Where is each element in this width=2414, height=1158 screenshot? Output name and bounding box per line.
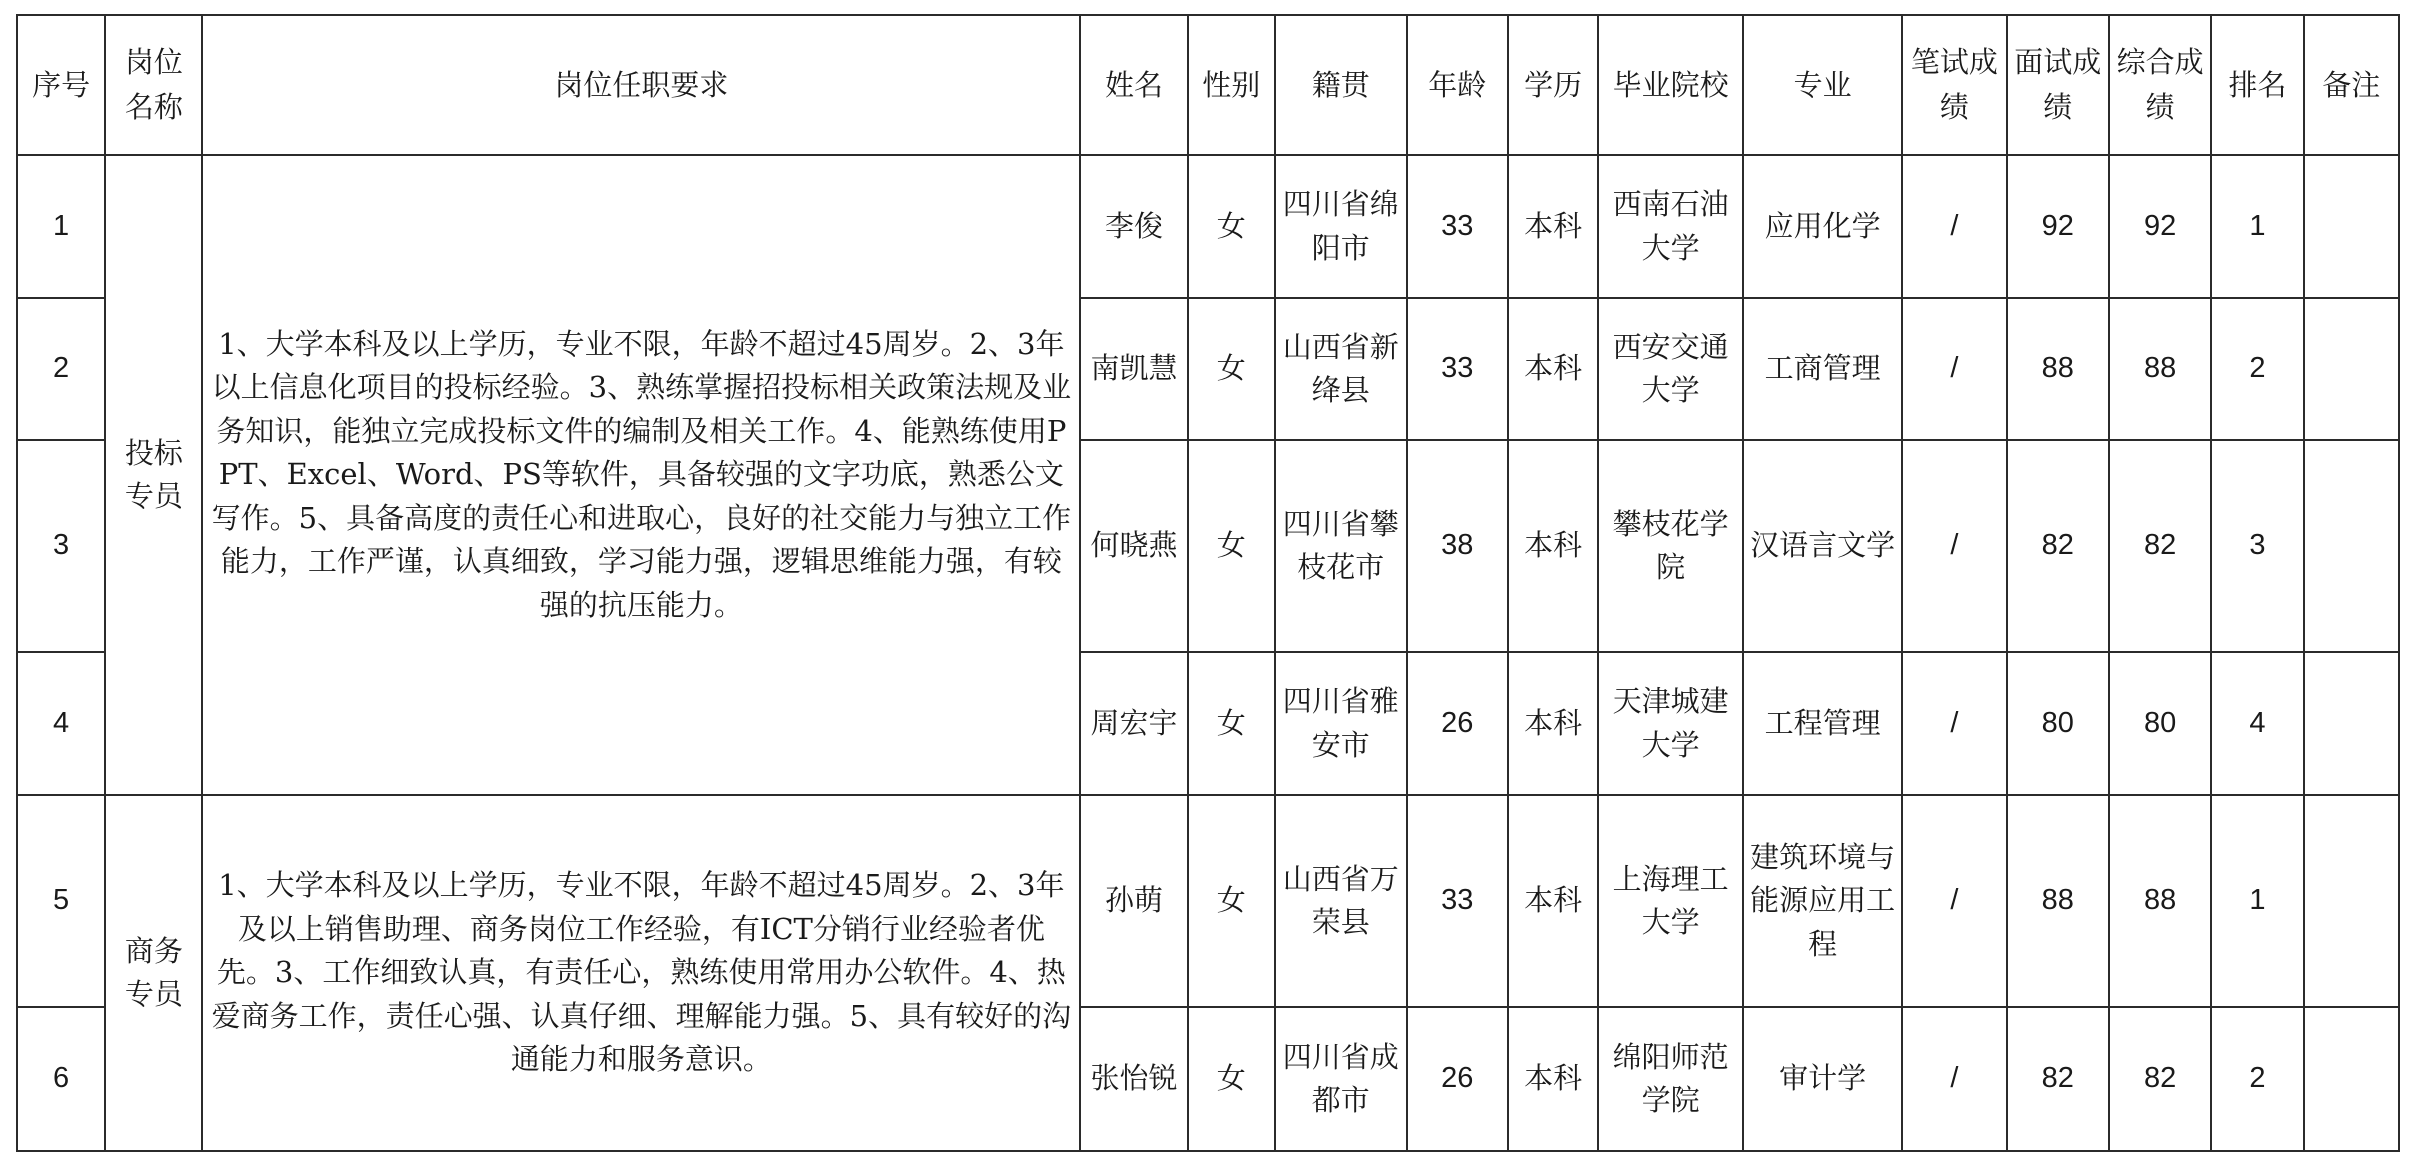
cell-total-score: 82	[2109, 440, 2211, 652]
cell-major: 建筑环境与能源应用工程	[1743, 795, 1902, 1007]
cell-rank: 2	[2211, 298, 2303, 440]
cell-education: 本科	[1508, 652, 1598, 795]
recruitment-results-table	[16, 14, 2400, 1152]
cell-seq: 5	[17, 795, 105, 1007]
cell-age: 26	[1407, 1007, 1508, 1151]
cell-rank: 1	[2211, 155, 2303, 298]
cell-interview-score: 82	[2007, 440, 2109, 652]
cell-total-score: 80	[2109, 652, 2211, 795]
cell-written-score: /	[1902, 795, 2006, 1007]
cell-remark	[2304, 440, 2399, 652]
header-interview-score: 面试成绩	[2007, 15, 2109, 155]
cell-written-score: /	[1902, 440, 2006, 652]
cell-seq: 4	[17, 652, 105, 795]
cell-requirements: 1、大学本科及以上学历，专业不限，年龄不超过45周岁。2、3年及以上销售助理、商务岗位工作经验，有ICT分销行业经验者优先。3、工作细致认真，有责任心，熟练使用常用办公软件。4、热爱商务工作，责任心强、认真仔细、理解能力强。5、具有较好的沟通能力和服务意识。	[202, 795, 1080, 1151]
cell-gender: 女	[1188, 652, 1275, 795]
cell-post: 投标专员	[105, 155, 202, 795]
cell-education: 本科	[1508, 1007, 1598, 1151]
cell-major: 工程管理	[1743, 652, 1902, 795]
cell-total-score: 88	[2109, 298, 2211, 440]
cell-origin: 四川省绵阳市	[1275, 155, 1407, 298]
cell-remark	[2304, 155, 2399, 298]
header-total-score: 综合成绩	[2109, 15, 2211, 155]
cell-origin: 四川省攀枝花市	[1275, 440, 1407, 652]
cell-written-score: /	[1902, 298, 2006, 440]
cell-age: 38	[1407, 440, 1508, 652]
header-remark: 备注	[2304, 15, 2399, 155]
cell-name: 何晓燕	[1080, 440, 1187, 652]
header-seq: 序号	[17, 15, 105, 155]
cell-seq: 3	[17, 440, 105, 652]
header-age: 年龄	[1407, 15, 1508, 155]
cell-remark	[2304, 1007, 2399, 1151]
cell-major: 汉语言文学	[1743, 440, 1902, 652]
cell-school: 攀枝花学院	[1598, 440, 1743, 652]
cell-origin: 四川省成都市	[1275, 1007, 1407, 1151]
cell-interview-score: 80	[2007, 652, 2109, 795]
cell-major: 工商管理	[1743, 298, 1902, 440]
cell-education: 本科	[1508, 440, 1598, 652]
cell-interview-score: 92	[2007, 155, 2109, 298]
cell-education: 本科	[1508, 795, 1598, 1007]
cell-name: 孙萌	[1080, 795, 1187, 1007]
cell-origin: 山西省万荣县	[1275, 795, 1407, 1007]
header-post: 岗位名称	[105, 15, 202, 155]
cell-gender: 女	[1188, 795, 1275, 1007]
header-requirements: 岗位任职要求	[202, 15, 1080, 155]
cell-education: 本科	[1508, 155, 1598, 298]
header-row	[17, 15, 2399, 155]
header-gender: 性别	[1188, 15, 1275, 155]
cell-origin: 四川省雅安市	[1275, 652, 1407, 795]
table-row	[17, 795, 2399, 1007]
cell-remark	[2304, 652, 2399, 795]
cell-written-score: /	[1902, 1007, 2006, 1151]
cell-school: 上海理工大学	[1598, 795, 1743, 1007]
cell-seq: 1	[17, 155, 105, 298]
cell-total-score: 88	[2109, 795, 2211, 1007]
cell-name: 南凯慧	[1080, 298, 1187, 440]
cell-origin: 山西省新绛县	[1275, 298, 1407, 440]
cell-school: 绵阳师范学院	[1598, 1007, 1743, 1151]
header-education: 学历	[1508, 15, 1598, 155]
cell-written-score: /	[1902, 155, 2006, 298]
cell-major: 审计学	[1743, 1007, 1902, 1151]
header-written-score: 笔试成绩	[1902, 15, 2006, 155]
header-origin: 籍贯	[1275, 15, 1407, 155]
header-rank: 排名	[2211, 15, 2303, 155]
cell-rank: 4	[2211, 652, 2303, 795]
header-major: 专业	[1743, 15, 1902, 155]
cell-interview-score: 88	[2007, 298, 2109, 440]
cell-interview-score: 88	[2007, 795, 2109, 1007]
cell-name: 张怡锐	[1080, 1007, 1187, 1151]
cell-post: 商务专员	[105, 795, 202, 1151]
cell-rank: 1	[2211, 795, 2303, 1007]
table-row	[17, 155, 2399, 298]
cell-interview-score: 82	[2007, 1007, 2109, 1151]
cell-gender: 女	[1188, 440, 1275, 652]
cell-total-score: 92	[2109, 155, 2211, 298]
cell-major: 应用化学	[1743, 155, 1902, 298]
cell-age: 26	[1407, 652, 1508, 795]
cell-age: 33	[1407, 795, 1508, 1007]
cell-gender: 女	[1188, 298, 1275, 440]
cell-rank: 2	[2211, 1007, 2303, 1151]
cell-school: 西南石油大学	[1598, 155, 1743, 298]
cell-gender: 女	[1188, 155, 1275, 298]
cell-total-score: 82	[2109, 1007, 2211, 1151]
header-name: 姓名	[1080, 15, 1187, 155]
cell-school: 西安交通大学	[1598, 298, 1743, 440]
header-school: 毕业院校	[1598, 15, 1743, 155]
cell-name: 周宏宇	[1080, 652, 1187, 795]
cell-rank: 3	[2211, 440, 2303, 652]
cell-age: 33	[1407, 298, 1508, 440]
cell-requirements: 1、大学本科及以上学历，专业不限，年龄不超过45周岁。2、3年以上信息化项目的投标经验。3、熟练掌握招投标相关政策法规及业务知识，能独立完成投标文件的编制及相关工作。4、能熟练使用PPT、Excel、Word、PS等软件，具备较强的文字功底，熟悉公文写作。5、具备高度的责任心和进取心，良好的社交能力与独立工作能力，工作严谨，认真细致，学习能力强，逻辑思维能力强，有较强的抗压能力。	[202, 155, 1080, 795]
cell-age: 33	[1407, 155, 1508, 298]
cell-school: 天津城建大学	[1598, 652, 1743, 795]
cell-remark	[2304, 795, 2399, 1007]
cell-seq: 2	[17, 298, 105, 440]
cell-remark	[2304, 298, 2399, 440]
cell-education: 本科	[1508, 298, 1598, 440]
cell-name: 李俊	[1080, 155, 1187, 298]
cell-written-score: /	[1902, 652, 2006, 795]
cell-seq: 6	[17, 1007, 105, 1151]
cell-gender: 女	[1188, 1007, 1275, 1151]
